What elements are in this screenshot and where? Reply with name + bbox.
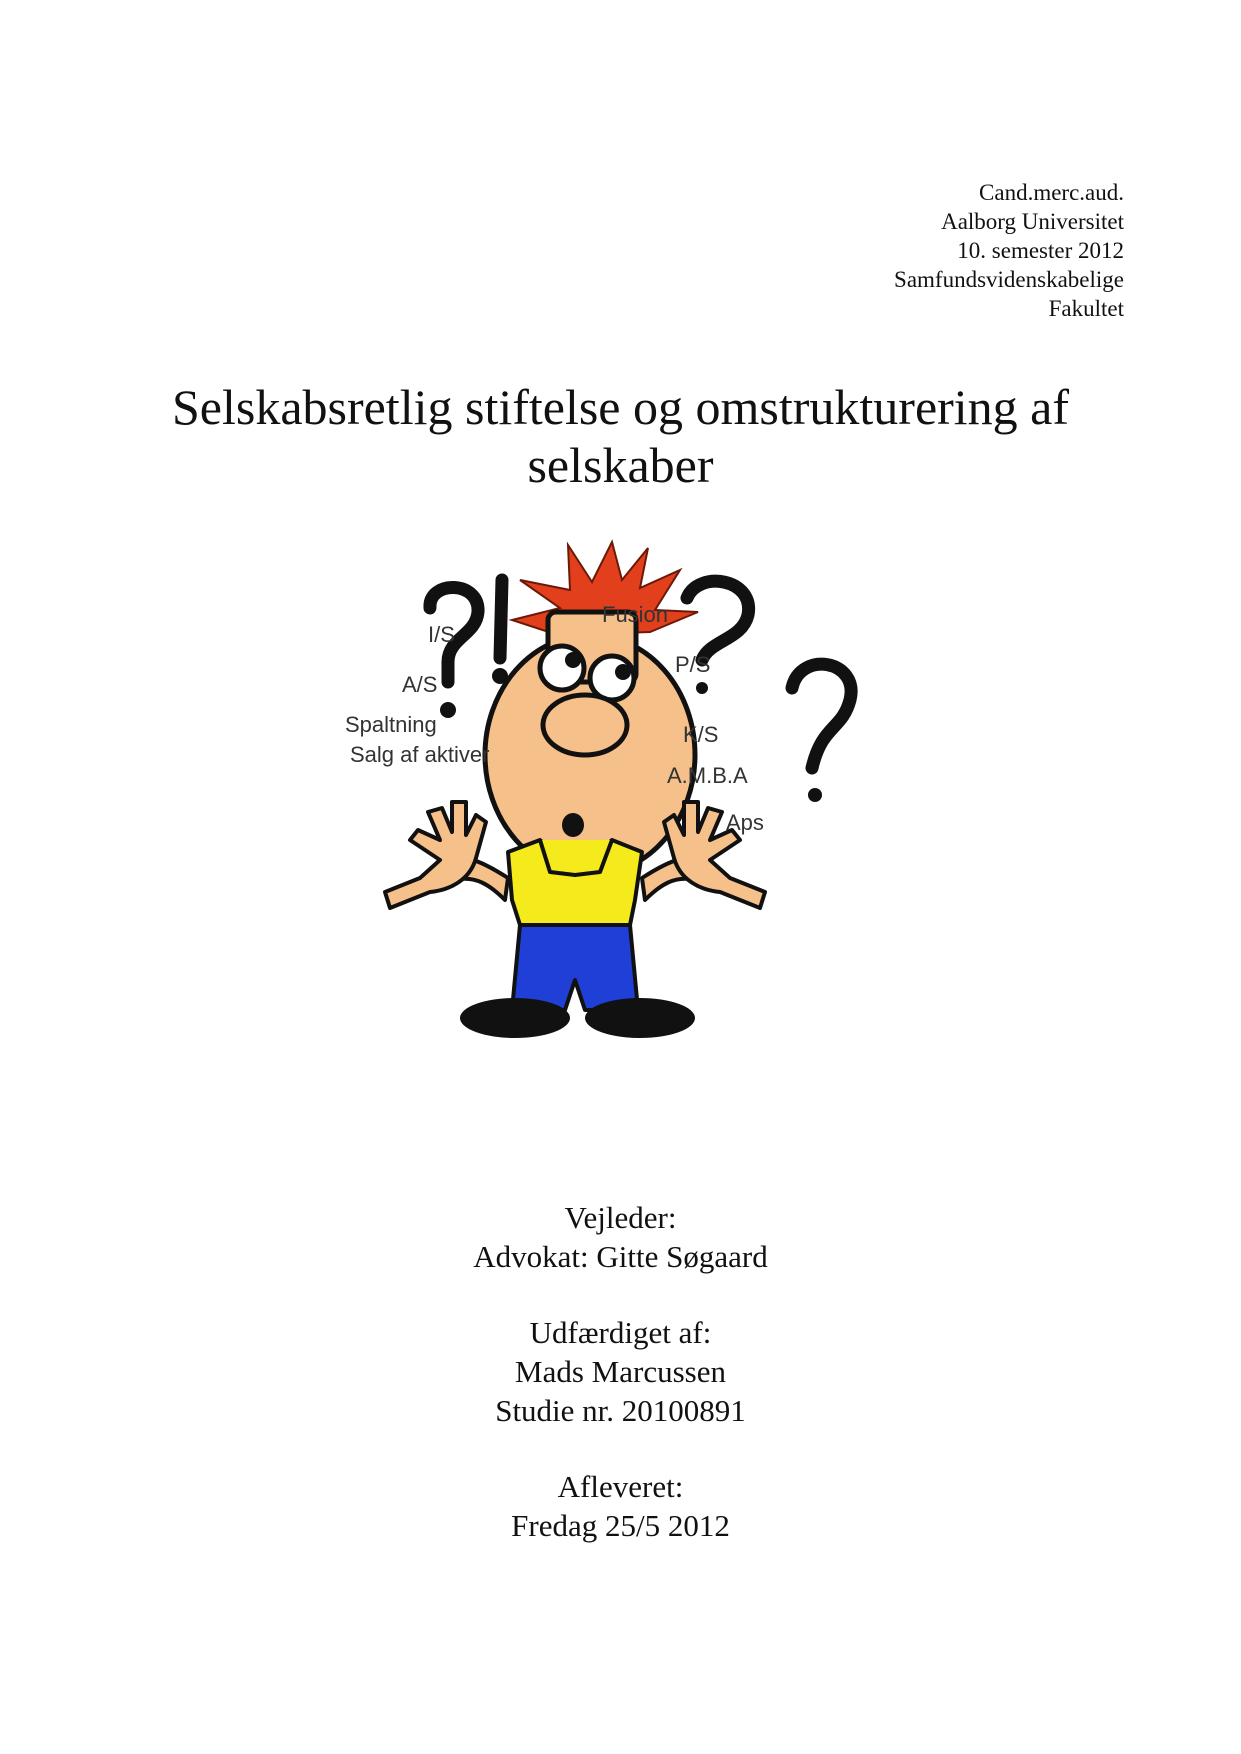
label-fusion: Fusion [602, 602, 669, 627]
label-ps: P/S [675, 652, 711, 677]
pupil-left [565, 652, 581, 668]
shoes [460, 998, 695, 1038]
label-aps: Aps [726, 810, 764, 835]
dot-right [808, 788, 822, 802]
credits-block [0, 1198, 1241, 1582]
supervisor-group [0, 1198, 1241, 1276]
shoe-right [585, 998, 695, 1038]
label-is-visible: I/S [428, 622, 455, 647]
author-group [0, 1313, 1241, 1430]
eye-left [540, 646, 584, 690]
author-name: Mads Marcussen [515, 1354, 726, 1389]
supervisor-name: Advokat: Gitte Søgaard [473, 1239, 768, 1274]
label-spaltning: Spaltning [345, 712, 437, 737]
nose [543, 695, 627, 755]
head [485, 612, 695, 875]
torso [508, 840, 642, 1010]
semester-line: 10. semester 2012 [957, 238, 1124, 263]
pants [512, 925, 638, 1010]
pupil-right [615, 664, 631, 680]
dot-top-right [696, 682, 708, 694]
collar [540, 840, 612, 875]
mouth [562, 813, 584, 837]
title-line-2: selskaber [527, 437, 714, 493]
faculty-line-2: Fakultet [1048, 296, 1124, 321]
header-info [894, 178, 1124, 323]
faculty-line-1: Samfundsvidenskabelige [894, 267, 1124, 292]
label-amba: A.M.B.A [667, 763, 748, 788]
dot-left [440, 702, 456, 718]
submitted-heading: Afleveret: [557, 1469, 684, 1504]
author-heading: Udfærdiget af: [529, 1315, 712, 1350]
hand-left [385, 802, 486, 908]
document-title [100, 378, 1141, 494]
label-ks: K/S [683, 722, 719, 747]
question-mark-top-right [687, 581, 749, 660]
submitted-group [0, 1467, 1241, 1545]
exclamation-mark [500, 580, 502, 658]
supervisor-heading: Vejleder: [564, 1200, 677, 1235]
shoe-left [460, 998, 570, 1038]
confused-man-illustration [345, 540, 860, 1110]
label-salg-af-aktiver: Salg af aktiver [350, 742, 490, 767]
question-mark-right [792, 664, 851, 768]
submitted-date: Fredag 25/5 2012 [511, 1508, 730, 1543]
cartoon-svg [345, 540, 860, 1110]
label-as: A/S [402, 672, 438, 697]
title-line-1: Selskabsretlig stiftelse og omstrukturering af [171, 379, 1070, 435]
student-number: Studie nr. 20100891 [495, 1393, 746, 1428]
program-line: Cand.merc.aud. [979, 180, 1124, 205]
university-line: Aalborg Universitet [941, 209, 1124, 234]
